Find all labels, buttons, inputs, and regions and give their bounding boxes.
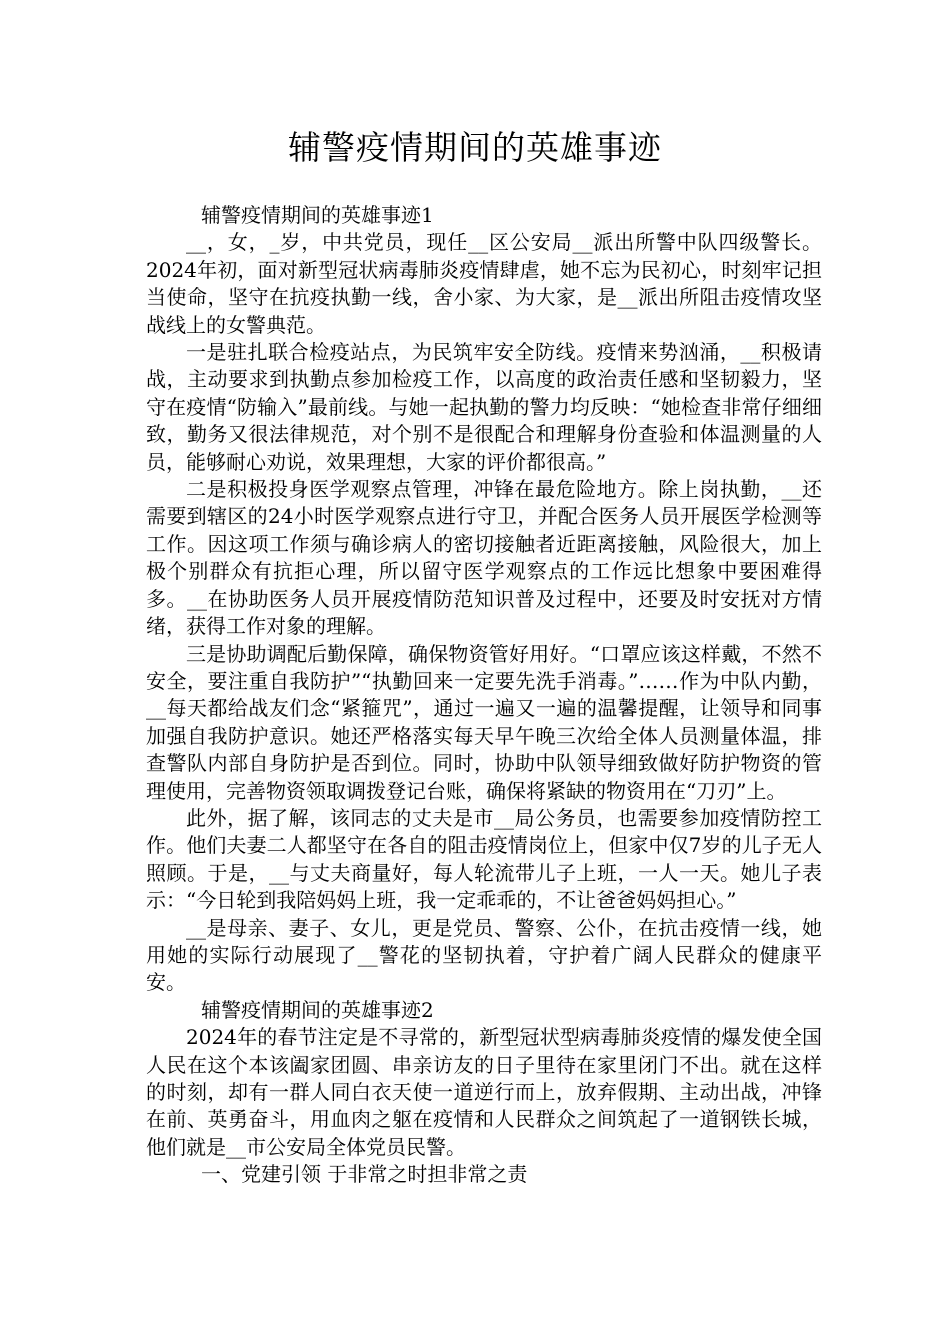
paragraph: 一是驻扎联合检疫站点，为民筑牢安全防线。疫情来势汹涌，__积极请战，主动要求到执勤点参加检疫工作，以高度的政治责任感和坚韧毅力，坚守在疫情“防输入”最前线。与她一起执勤的警力均反映：“她检查非常仔细细致，勤务又很法律规范，对个别不是很配合和理解身份查验和体温测量的人员，能够耐心劝说，效果理想，大家的评价都很高。” <box>146 340 822 474</box>
section-heading: 一、党建引领 于非常之时担非常之责 <box>201 1162 528 1187</box>
paragraph: __，女，_岁，中共党员，现任__区公安局__派出所警中队四级警长。2024年初，面对新型冠状病毒肺炎疫情肆虐，她不忘为民初心，时刻牢记担当使命，坚守在抗疫执勤一线，舍小家、为大家，是__派出所阻击疫情攻坚战线上的女警典范。 <box>146 230 822 337</box>
paragraph: __是母亲、妻子、女儿，更是党员、警察、公仆，在抗击疫情一线，她用她的实际行动展现了__警花的坚韧执着，守护着广阔人民群众的健康平安。 <box>146 915 822 995</box>
paragraph: 二是积极投身医学观察点管理，冲锋在最危险地方。除上岗执勤，__还需要到辖区的24小时医学观察点进行守卫，并配合医务人员开展医学检测等工作。因这项工作须与确诊病人的密切接触者近距离接触，风险很大，加上极个别群众有抗拒心理，所以留守医学观察点的工作远比想象中要困难得多。__在协助医务人员开展疫情防范知识普及过程中，还要及时安抚对方情绪，获得工作对象的理解。 <box>146 477 822 639</box>
paragraph: 2024年的春节注定是不寻常的，新型冠状型病毒肺炎疫情的爆发使全国人民在这个本该阖家团圆、串亲访友的日子里待在家里闭门不出。就在这样的时刻，却有一群人同白衣天使一道逆行而上，放弃假期、主动出战，冲锋在前、英勇奋斗，用血肉之躯在疫情和人民群众之间筑起了一道钢铁长城，他们就是__市公安局全体党员民警。 <box>146 1025 822 1159</box>
document-title: 辅警疫情期间的英雄事迹 <box>288 128 662 167</box>
section-heading: 辅警疫情期间的英雄事迹1 <box>201 203 434 227</box>
paragraph: 此外，据了解，该同志的丈夫是市__局公务员，也需要参加疫情防控工作。他们夫妻二人都坚守在各自的阻击疫情岗位上，但家中仅7岁的儿子无人照顾。于是，__与丈夫商量好，每人轮流带儿子上班，一人一天。她儿子表示：“今日轮到我陪妈妈上班，我一定乖乖的，不让爸爸妈妈担心。” <box>146 805 822 913</box>
section-heading: 辅警疫情期间的英雄事迹2 <box>201 997 434 1022</box>
paragraph: 三是协助调配后勤保障，确保物资管好用好。“口罩应该这样戴，不然不安全，要注重自我防护”“执勤回来一定要先洗手消毒。”……作为中队内勤，__每天都给战友们念“紧箍咒”，通过一遍又一遍的温馨提醒，让领导和同事加强自我防护意识。她还严格落实每天早午晚三次给全体人员测量体温，排查警队内部自身防护是否到位。同时，协助中队领导细致做好防护物资的管理使用，完善物资领取调拨登记台账，确保将紧缺的物资用在“刀刃”上。 <box>146 641 822 803</box>
document-body <box>146 202 822 1189</box>
